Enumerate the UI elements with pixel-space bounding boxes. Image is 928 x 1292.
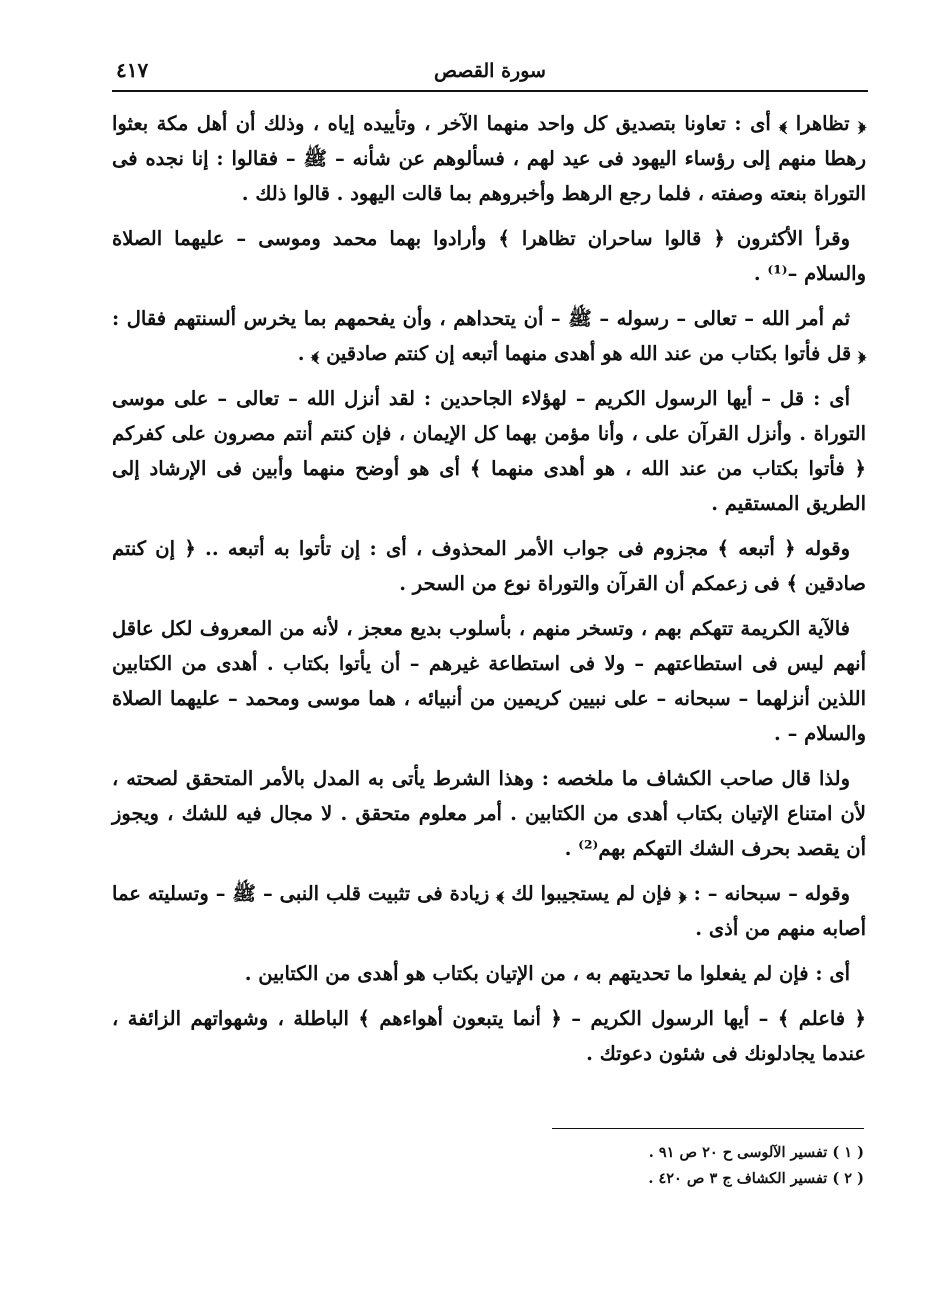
paragraph-1: ﴿ تظاهرا ﴾ أى : تعاونا بتصديق كل واحد منهما الآخر ، وتأييده إياه ، وذلك أن أهل مكة بعثوا رهطا منهم إلى رؤساء اليهود فى عيد لهم ، فسألوهم عن شأنه – ﷺ – فقالوا : إنا نجده فى التوراة بنعته وصفته ، فلما رجع الرهط وأخبروهم بما قالت اليهود . قالوا ذلك . <box>112 112 866 205</box>
footnote-1: ( ١ ) تفسير الآلوسى ح ٢٠ ص ٩١ . <box>648 1144 864 1161</box>
page-header <box>112 52 868 92</box>
surah-title: سورة القصص <box>434 60 546 82</box>
paragraph-7: ولذا قال صاحب الكشاف ما ملخصه : وهذا الشرط يأتى به المدل بالأمر المتحقق لصحته ، لأن امتناع الإتيان بكتاب أهدى من الكتابين . أمر معلوم متحقق . لا مجال فيه للشك ، ويجوز أن يقصد بحرف الشك التهكم بهم⁽²⁾ . <box>112 767 866 860</box>
paragraph-6: فالآية الكريمة تتهكم بهم ، وتسخر منهم ، بأسلوب بديع معجز ، لأنه من المعروف لكل عاقل أنهم ليس فى استطاعتهم – ولا فى استطاعة غيرهم – أن يأتوا بكتاب . أهدى من الكتابين اللذين أنزلهما – سبحانه – على نبيين كريمين من أنبيائه ، هما موسى ومحمد – عليهما الصلاة والسلام – . <box>112 617 866 745</box>
paragraph-10: ﴿ فاعلم ﴾ – أيها الرسول الكريم – ﴿ أنما يتبعون أهواءهم ﴾ الباطلة ، وشهواتهم الزائفة ، عندما يجادلونك فى شئون دعوتك . <box>112 1007 866 1065</box>
paragraph-5: وقوله ﴿ أتبعه ﴾ مجزوم فى جواب الأمر المحذوف ، أى : إن تأتوا به أتبعه .. ﴿ إن كنتم صادقين ﴾ فى زعمكم أن القرآن والتوراة نوع من السحر . <box>112 537 866 595</box>
footnotes <box>400 1140 864 1192</box>
paragraph-9: أى : فإن لم يفعلوا ما تحديتهم به ، من الإتيان بكتاب هو أهدى من الكتابين . <box>244 962 850 985</box>
paragraph-2: وقرأ الأكثرون ﴿ قالوا ساحران تظاهرا ﴾ وأرادوا بهما محمد وموسى – عليهما الصلاة والسلام –⁽¹⁾ . <box>112 227 866 285</box>
page-number: ٤١٧ <box>116 58 149 82</box>
footnote-divider <box>552 1128 864 1129</box>
footnote-2: ( ٢ ) تفسير الكشاف ج ٣ ص ٤٢٠ . <box>648 1170 864 1187</box>
paragraph-4: أى : قل – أيها الرسول الكريم – لهؤلاء الجاحدين : لقد أنزل الله – تعالى – على موسى التوراة . وأنزل القرآن على ، وأنا مؤمن بهما كل الإيمان ، فإن كنتم أنتم مصرون على كفركم ﴿ فأتوا بكتاب من عند الله ، هو أهدى منهما ﴾ أى هو أوضح منهما وأبين فى الإرشاد إلى الطريق المستقيم . <box>112 387 866 515</box>
main-text <box>112 106 866 1081</box>
paragraph-8: وقوله – سبحانه – : ﴿ فإن لم يستجيبوا لك ﴾ زيادة فى تثبيت قلب النبى – ﷺ – وتسليته عما أصابه منهم من أذى . <box>112 882 866 940</box>
paragraph-3: ثم أمر الله – تعالى – رسوله – ﷺ – أن يتحداهم ، وأن يفحمهم بما يخرس ألسنتهم فقال : ﴿ قل فأتوا بكتاب من عند الله هو أهدى منهما أتبعه إن كنتم صادقين ﴾ . <box>112 307 866 365</box>
